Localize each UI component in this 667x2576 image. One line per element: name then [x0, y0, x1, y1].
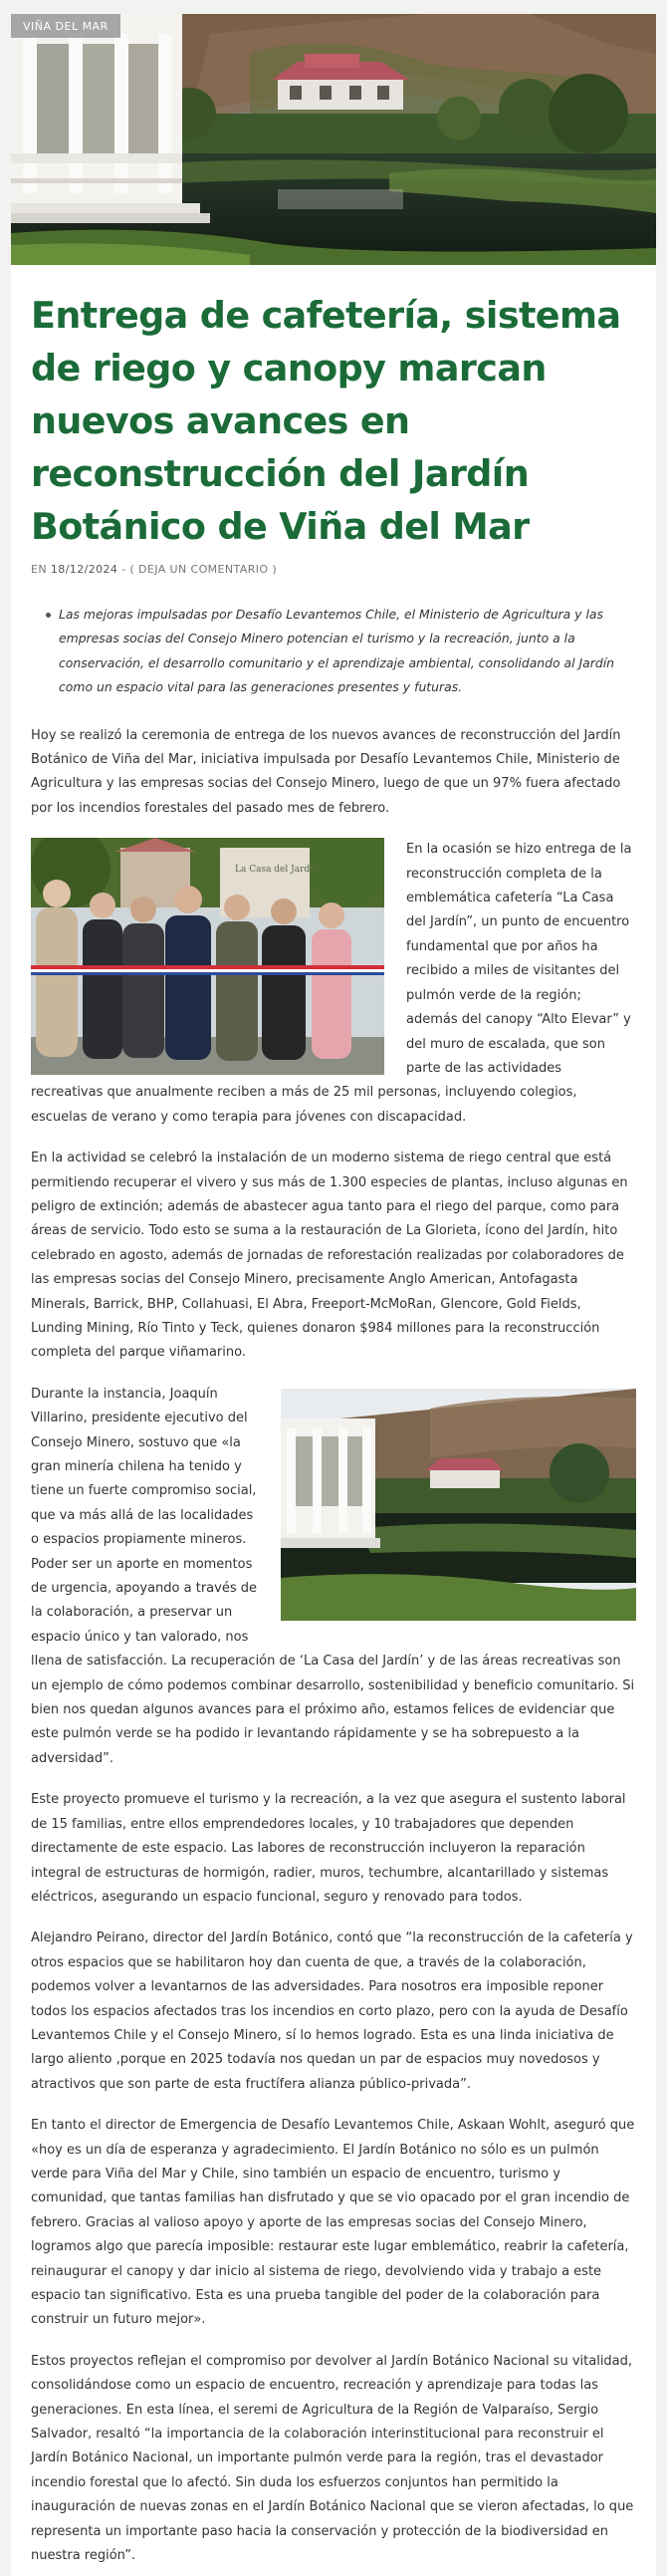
category-badge[interactable]: VIÑA DEL MAR — [11, 14, 120, 38]
lead-bullet: Las mejoras impulsadas por Desafío Levantemos Chile, el Ministerio de Agricultura y las empresas socias del Consejo Minero potencian el turismo y la recreación, junto a la conservación, el desarrollo comunitario y el aprendizaje ambiental, consolidando al Jardín como un espacio vital para las generaciones presentes y futuras. — [59, 603, 622, 700]
garden-lake-photo — [11, 14, 656, 265]
paragraph: Alejandro Peirano, director del Jardín Botánico, contó que “la reconstrucción de la cafetería y otros espacios que se habilitaron hoy dan cuenta de que, a través de la colaboración, podemos volver a levantarnos de las adversidades. Para nosotros era imposible reponer todos los espacios afectados tras los incendios en corto plazo, pero con la ayuda de Desafío Levantemos Chile y el Consejo Minero, sí lo hemos logrado. Esta es una linda iniciativa de largo aliento ,porque en 2025 todavía nos quedan un par de espacios muy novedosos y atractivos que son parte de esta fructífera alianza público-privada”. — [31, 1931, 633, 2092]
hero-image — [11, 14, 656, 265]
paragraph-text: Durante la instancia, Joaquín Villarino, presidente ejecutivo del Consejo Minero, sostuvo que «la gran minería chilena ha tenido y tiene un fuerte compromiso social, que va más allá de las localidades o espacios propiamente mineros. Poder ser un aporte en momentos de urgencia, apoyando a través de la colaboración, a preservar un espacio único y tan valorado, nos llena de satisfacción. La recuperación de ‘La Casa del Jardín’ y de las áreas recreativas son un ejemplo de cómo podemos combinar desarrollo, sostenibilidad y beneficio comunitario. Si bien nos quedan algunos avances para el próximo año, estamos felices de evidenciar que este pulmón verde se ha podido ir levantando rápidamente y se ha sobrepuesto a la adversidad”. — [31, 1386, 635, 1766]
ceremony-photo — [31, 838, 384, 1075]
meta-prefix: EN — [31, 563, 47, 576]
paragraph: Hoy se realizó la ceremonia de entrega de los nuevos avances de reconstrucción del Jardín Botánico de Viña del Mar, iniciativa impulsada por Desafío Levantemos Chile, Ministerio de Agricultura y las empresas socias del Consejo Minero, luego de que un 97% fuera afectado por los incendios forestales del pasado mes de febrero. — [31, 727, 621, 816]
meta-separator: - — [117, 563, 130, 576]
sign-text: La Casa del Jardín — [235, 865, 319, 876]
paragraph-text: En la ocasión se hizo entrega de la reconstrucción completa de la emblemática cafetería “La Casa del Jardín”, un punto de encuentro fundamental que por años ha recibido a miles de visitantes del pulmón verde de la región; además del canopy “Alto Elevar” y del muro de escalada, que son parte de las actividades recreativas que anualmente reciben a más de 25 mil personas, incluyendo colegios, escuelas de verano y como terapia para jóvenes con discapacidad. — [31, 842, 632, 1125]
paragraph: En la actividad se celebró la instalación de un moderno sistema de riego central que está permitiendo recuperar el vivero y sus más de 1.300 especies de plantas, incluso algunas en peligro de extinción; además de abastecer agua tanto para el riego del parque, como para áreas de servicio. Todo esto se suma a la restauración de La Glorieta, ícono del Jardín, hito celebrado en agosto, además de jornadas de reforestación realizadas por colaboradores de las empresas socias del Consejo Minero, precisamente Anglo American, Antofagasta Minerals, Barrick, BHP, Collahuasi, El Abra, Freeport-McMoRan, Glencore, Gold Fields, Lunding Mining, Río Tinto y Teck, quienes donaron $984 millones para la reconstrucción completa del parque viñamarino. — [31, 1151, 628, 1361]
paragraph-with-photo — [31, 838, 636, 1130]
paragraph: En tanto el director de Emergencia de Desafío Levantemos Chile, Askaan Wohlt, aseguró que «hoy es un día de esperanza y agradecimiento. El Jardín Botánico no sólo es un pulmón verde para Viña del Mar y Chile, sino también un espacio de encuentro, turismo y comunidad, que tantas familias han disfrutado y que se vio opacado por el gran incendio de febrero. Gracias al valioso apoyo y aporte de las empresas socias del Consejo Minero, logramos algo que parecía imposible: restaurar este lugar emblemático, reabrir la cafetería, reinaugurar el canopy y dar inicio al sistema de riego, devolviendo vida y trabajo a este espacio tan significativo. Esta es una prueba tangible del poder de la colaboración para construir un futuro mejor». — [31, 2118, 635, 2328]
paragraph-with-photo — [31, 1383, 636, 1772]
gazebo-lake-photo — [281, 1389, 636, 1621]
post-meta — [31, 563, 636, 576]
article-card — [11, 14, 656, 2576]
ribbon-cutting-photo — [31, 838, 384, 1075]
comment-link[interactable]: ( DEJA UN COMENTARIO ) — [129, 563, 278, 576]
paragraph: Estos proyectos reflejan el compromiso por devolver al Jardín Botánico Nacional su vitalidad, consolidándose como un espacio de encuentro, recreación y aprendizaje para todas las generaciones. En esta línea, el seremi de Agricultura de la Región de Valparaíso, Sergio Salvador, resaltó “la importancia de la colaboración interinstitucional para reconstruir el Jardín Botánico Nacional, un importante pulmón verde para la región, tras el devastador incendio forestal que lo afectó. Sin duda los esfuerzos conjuntos han permitido la inauguración de nuevas zonas en el Jardín Botánico Nacional que se vieron afectadas, lo que representa un importante paso hacia la conservación y protección de la biodiversidad en nuestra región”. — [31, 2353, 634, 2564]
article-title: Entrega de cafetería, sistema de riego y canopy marcan nuevos avances en reconstrucción del Jardín Botánico de Viña del Mar — [31, 294, 621, 548]
article-content — [11, 289, 656, 2568]
gazebo-photo — [281, 1389, 636, 1621]
paragraph: Este proyecto promueve el turismo y la recreación, a la vez que asegura el sustento laboral de 15 familias, entre ellos emprendedores locales, y 10 trabajadores que dependen directamente de este espacio. Las labores de reconstrucción incluyeron la reparación integral de estructuras de hormigón, radier, muros, techumbre, alcantarillado y sistemas eléctricos, asegurando un espacio funcional, seguro y renovado para todos. — [31, 1792, 626, 1905]
post-date[interactable]: 18/12/2024 — [50, 563, 118, 576]
